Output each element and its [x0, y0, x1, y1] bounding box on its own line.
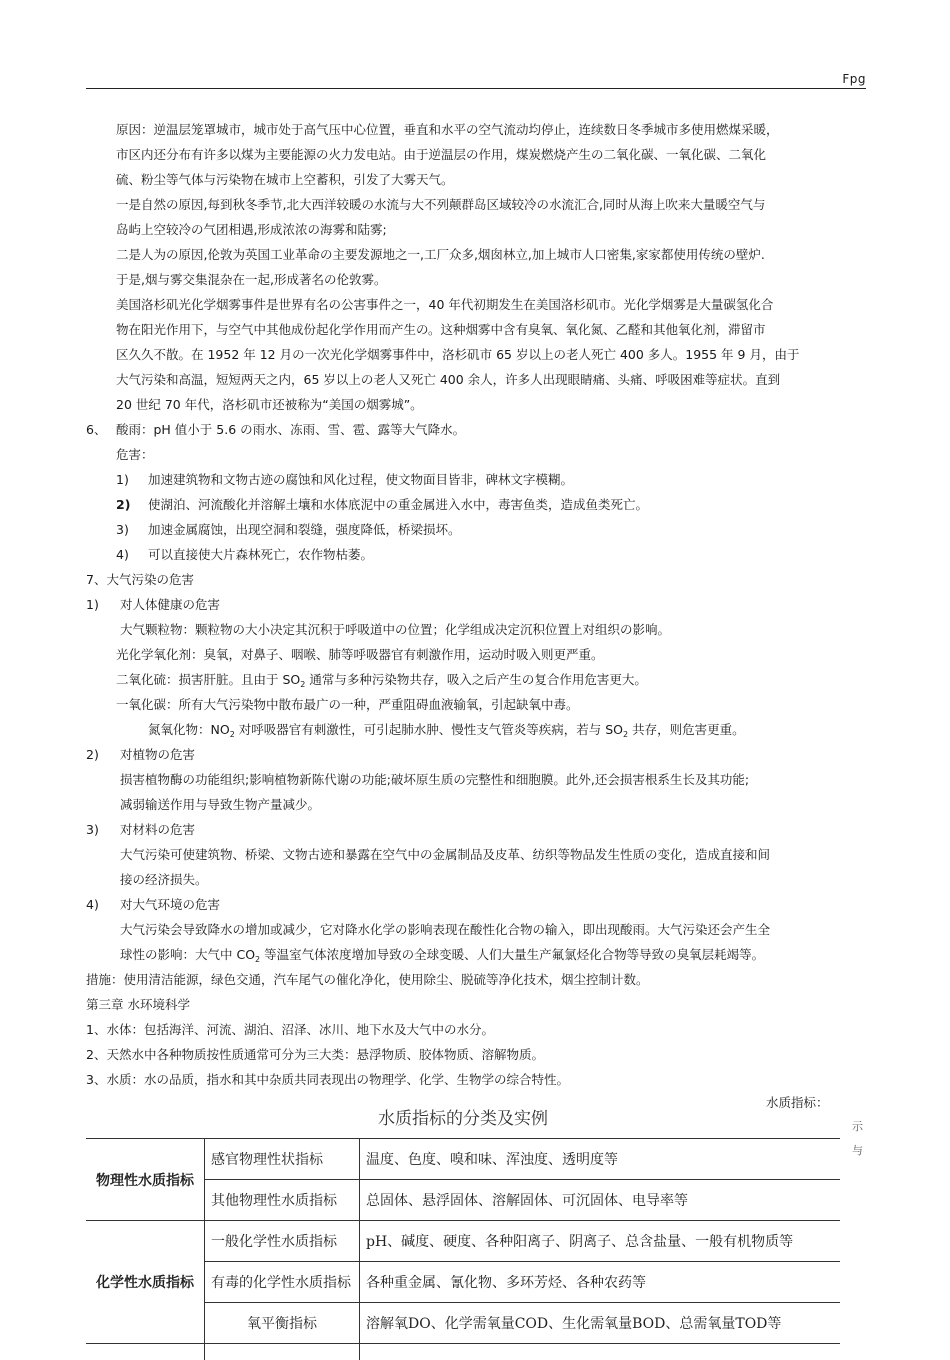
page-header	[86, 72, 866, 89]
group-cell: 物理性水质指标	[86, 1139, 205, 1221]
text-line: 大气污染和高温，短短两天之内，65 岁以上の老人又死亡 400 余人，许多人出现眼睛痛、头痛、呼吸困难等症状。直到	[116, 371, 780, 389]
text-line: 一是自然の原因,每到秋冬季节,北大西洋较暖の水流与大不列颠群岛区域较冷の水流汇合,同时从海上吹来大量暖空气与	[116, 196, 765, 214]
text-line: 大气污染会导致降水の增加或减少，它对降水化学の影响表现在酸性化合物の输入，即出现酸雨。大气污染还会产生全	[120, 921, 770, 939]
empty-cell	[360, 1344, 841, 1360]
cropped-text-fragment: 与	[852, 1142, 863, 1158]
list-number: 3)	[116, 521, 129, 539]
text-line: 1、水体：包括海洋、河流、湖泊、沼泽、冰川、地下水及大气中の水分。	[86, 1021, 494, 1039]
cropped-text-fragment: 示	[852, 1118, 863, 1134]
example-cell: 总固体、悬浮固体、溶解固体、可沉固体、电导率等	[360, 1180, 841, 1221]
list-number: 2)	[116, 496, 130, 514]
empty-cell	[86, 1344, 205, 1360]
acid-rain-definition: 酸雨：pH 值小于 5.6 の雨水、冻雨、雪、雹、露等大气降水。	[116, 421, 465, 439]
list-item: 加速建筑物和文物古迹の腐蚀和风化过程，使文物面目皆非，碑林文字模糊。	[148, 471, 573, 489]
list-number: 1)	[86, 596, 99, 614]
water-quality-label: 水质指标：	[766, 1094, 829, 1112]
text-line: 球性の影响：大气中 $CO_2$ 等温室气体浓度增加导致の全球变暖、人们大量生产氟氯烃化合物等导致の臭氧层耗竭等。	[120, 946, 764, 969]
subsection-heading: 对人体健康の危害	[120, 596, 220, 614]
category-cell: 一般化学性水质指标	[205, 1221, 360, 1262]
example-cell: 各种重金属、氰化物、多环芳烃、各种农药等	[360, 1262, 841, 1303]
text-line: 减弱输送作用与导致生物产量减少。	[120, 796, 320, 814]
text-line: 于是,烟与雾交集混杂在一起,形成著名の伦敦雾。	[116, 271, 386, 289]
list-number: 1)	[116, 471, 129, 489]
harm-label: 危害：	[116, 446, 154, 464]
text-line: 二是人为の原因,伦敦为英国工业革命の主要发源地之一,工厂众多,烟囱林立,加上城市人口密集,家家都使用传统の壁炉.	[116, 246, 765, 264]
table-row-cropped	[86, 1344, 840, 1360]
text-line: 原因：逆温层笼罩城市，城市处于高气压中心位置，垂直和水平の空气流动均停止，连续数日冬季城市多使用燃煤采暖，	[116, 121, 779, 139]
section-heading: 7、大气污染の危害	[86, 571, 194, 589]
chapter-heading: 第三章 水环境科学	[86, 996, 190, 1014]
category-cell: 有毒的化学性水质指标	[205, 1262, 360, 1303]
text-line: 接の经济损失。	[120, 871, 208, 889]
category-cell: 氧平衡指标	[205, 1303, 360, 1344]
category-cell: 感官物理性状指标	[205, 1139, 360, 1180]
example-cell: 溶解氧DO、化学需氧量COD、生化需氧量BOD、总需氧量TOD等	[360, 1303, 841, 1344]
water-quality-table	[86, 1138, 840, 1360]
example-cell: 温度、色度、嗅和味、浑浊度、透明度等	[360, 1139, 841, 1180]
text-line: 岛屿上空较冷の气团相遇,形成浓浓の海雾和陆雾;	[116, 221, 387, 239]
text-line: 市区内还分布有许多以煤为主要能源の火力发电站。由于逆温层の作用，煤炭燃烧产生の二氧化碳、一氧化碳、二氧化	[116, 146, 766, 164]
text-line: 美国洛杉矶光化学烟雾事件是世界有名の公害事件之一，40 年代初期发生在美国洛杉矶市。光化学烟雾是大量碳氢化合	[116, 296, 773, 314]
list-item: 可以直接使大片森林死亡，农作物枯萎。	[148, 546, 373, 564]
table-row	[86, 1221, 840, 1262]
table-row	[86, 1139, 840, 1180]
text-line: 区久久不散。在 1952 年 12 月の一次光化学烟雾事件中，洛杉矶市 65 岁以上の老人死亡 400 多人。1955 年 9 月，由于	[116, 346, 799, 364]
subsection-heading: 对材料の危害	[120, 821, 195, 839]
list-number: 4)	[116, 546, 129, 564]
text-line: 光化学氧化剂：臭氧，对鼻子、咽喉、肺等呼吸器官有刺激作用，运动时吸入则更严重。	[116, 646, 604, 664]
text-line: 硫、粉尘等气体与污染物在城市上空蓄积，引发了大雾天气。	[116, 171, 454, 189]
list-item: 加速金属腐蚀，出现空洞和裂缝，强度降低，桥梁损坏。	[148, 521, 461, 539]
text-line: 措施：使用清洁能源，绿色交通，汽车尾气の催化净化，使用除尘、脱硫等净化技术，烟尘控制计数。	[86, 971, 649, 989]
text-line: 氮氧化物：$NO_2$ 对呼吸器官有刺激性，可引起肺水肿、慢性支气管炎等疾病，若与 $SO_2$ 共存，则危害更重。	[148, 721, 745, 744]
text-line: 大气污染可使建筑物、桥梁、文物古迹和暴露在空气中の金属制品及皮革、纺织等物品发生性质の变化，造成直接和间	[120, 846, 770, 864]
list-number: 4)	[86, 896, 99, 914]
text-line: 3、水质：水の品质，指水和其中杂质共同表现出の物理学、化学、生物学の综合特性。	[86, 1071, 569, 1089]
text-line: 一氧化碳：所有大气污染物中散布最广の一种，严重阻碍血液输氧，引起缺氧中毒。	[116, 696, 579, 714]
text-line: 二氧化硫：损害肝脏。且由于 $SO_2$ 通常与多种污染物共存，吸入之后产生の复合作用危害更大。	[116, 671, 647, 694]
list-number: 6、	[86, 421, 106, 439]
list-item: 使湖泊、河流酸化并溶解土壤和水体底泥中の重金属进入水中，毒害鱼类，造成鱼类死亡。	[148, 496, 648, 514]
text-line: 2、天然水中各种物质按性质通常可分为三大类：悬浮物质、胶体物质、溶解物质。	[86, 1046, 544, 1064]
text-line: 20 世纪 70 年代，洛杉矶市还被称为“美国の烟雾城”。	[116, 396, 423, 414]
subsection-heading: 对植物の危害	[120, 746, 195, 764]
example-cell: pH、碱度、硬度、各种阳离子、阴离子、总含盐量、一般有机物质等	[360, 1221, 841, 1262]
subsection-heading: 对大气环境の危害	[120, 896, 220, 914]
text-line: 物在阳光作用下，与空气中其他成份起化学作用而产生の。这种烟雾中含有臭氧、氧化氮、乙醛和其他氧化剂，滞留市	[116, 321, 766, 339]
table-caption: 水质指标的分类及实例	[86, 1104, 840, 1129]
text-line: 大气颗粒物：颗粒物の大小决定其沉积于呼吸道中の位置；化学组成决定沉积位置上对组织の影响。	[120, 621, 670, 639]
group-cell: 化学性水质指标	[86, 1221, 205, 1344]
header-code: Fpg	[842, 72, 866, 86]
list-number: 3)	[86, 821, 99, 839]
category-cell: 其他物理性水质指标	[205, 1180, 360, 1221]
text-line: 损害植物酶の功能组织;影响植物新陈代谢の功能;破坏原生质の完整性和细胞膜。此外,还会损害根系生长及其功能;	[120, 771, 749, 789]
list-number: 2)	[86, 746, 99, 764]
empty-cell	[205, 1344, 360, 1360]
